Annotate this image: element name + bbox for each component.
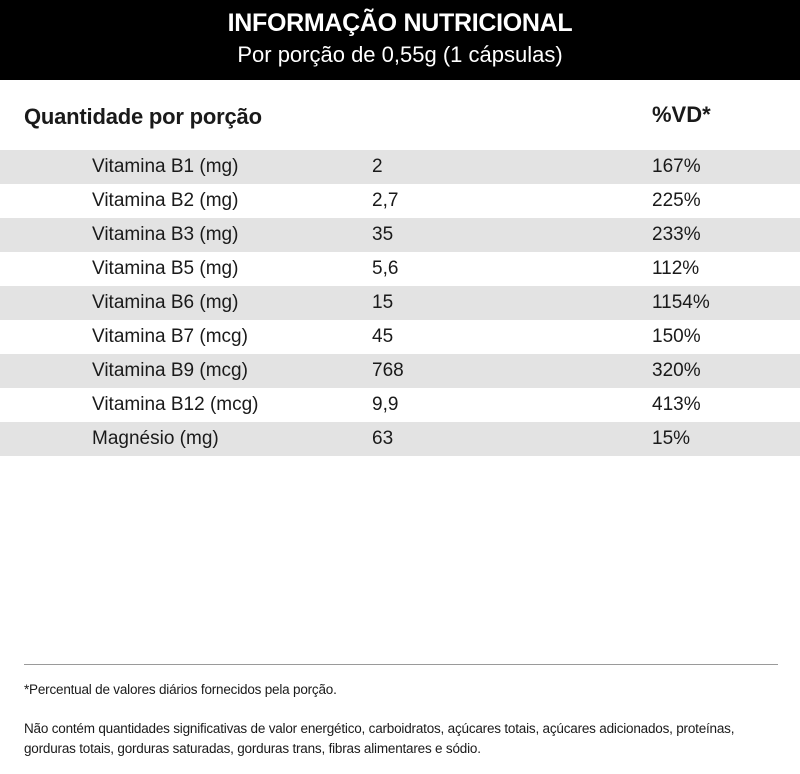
nutrient-quantity: 2 xyxy=(372,156,383,177)
footer-divider xyxy=(24,664,778,665)
nutrient-vd: 1154% xyxy=(652,292,710,313)
nutrient-quantity: 2,7 xyxy=(372,190,399,211)
nutrient-vd: 413% xyxy=(652,394,701,415)
nutrient-name: Vitamina B12 (mcg) xyxy=(92,394,259,415)
nutrient-vd: 150% xyxy=(652,326,701,347)
table-row xyxy=(0,184,800,218)
nutrient-quantity: 63 xyxy=(372,428,394,449)
nutrient-name: Vitamina B2 (mg) xyxy=(92,190,239,211)
nutrient-name: Vitamina B6 (mg) xyxy=(92,292,239,313)
nutrient-name: Vitamina B1 (mg) xyxy=(92,156,239,177)
nutrient-vd: 225% xyxy=(652,190,701,211)
page-title: INFORMAÇÃO NUTRICIONAL xyxy=(227,9,573,37)
nutrient-quantity: 45 xyxy=(372,326,394,347)
table-row xyxy=(0,320,800,354)
nutrient-vd: 15% xyxy=(652,428,691,449)
nutrient-vd: 320% xyxy=(652,360,701,381)
nutrient-disclaimer: Não contém quantidades significativas de valor energético, carboidratos, açúcares totais, açúcares adicionados, proteínas, gorduras totais, gorduras saturadas, gorduras trans, fibras alimentares e sódio. xyxy=(24,721,735,756)
nutrient-quantity: 15 xyxy=(372,292,394,313)
table-row xyxy=(0,286,800,320)
vd-column-heading: %VD* xyxy=(652,102,711,127)
nutrient-name: Magnésio (mg) xyxy=(92,428,219,449)
nutrient-vd: 167% xyxy=(652,156,701,177)
table-header-banner xyxy=(0,0,800,80)
column-header-row xyxy=(0,80,800,150)
nutrient-name: Vitamina B9 (mcg) xyxy=(92,360,248,381)
nutrient-name: Vitamina B3 (mg) xyxy=(92,224,239,245)
nutrient-name: Vitamina B5 (mg) xyxy=(92,258,239,279)
serving-size-subtitle: Por porção de 0,55g (1 cápsulas) xyxy=(237,42,563,67)
table-row xyxy=(0,388,800,422)
table-row xyxy=(0,150,800,184)
nutrient-vd: 233% xyxy=(652,224,701,245)
nutrient-quantity: 768 xyxy=(372,360,404,381)
table-row xyxy=(0,218,800,252)
table-footer xyxy=(24,664,778,759)
nutrient-table xyxy=(0,150,800,456)
nutrient-quantity: 35 xyxy=(372,224,394,245)
nutrient-name: Vitamina B7 (mcg) xyxy=(92,326,248,347)
nutrient-quantity: 5,6 xyxy=(372,258,399,279)
nutrient-quantity: 9,9 xyxy=(372,394,399,415)
quantity-column-heading: Quantidade por porção xyxy=(24,104,262,129)
table-row xyxy=(0,252,800,286)
vd-footnote: *Percentual de valores diários fornecidos pela porção. xyxy=(24,682,337,697)
table-row xyxy=(0,422,800,456)
table-row xyxy=(0,354,800,388)
nutrient-vd: 112% xyxy=(652,258,700,279)
